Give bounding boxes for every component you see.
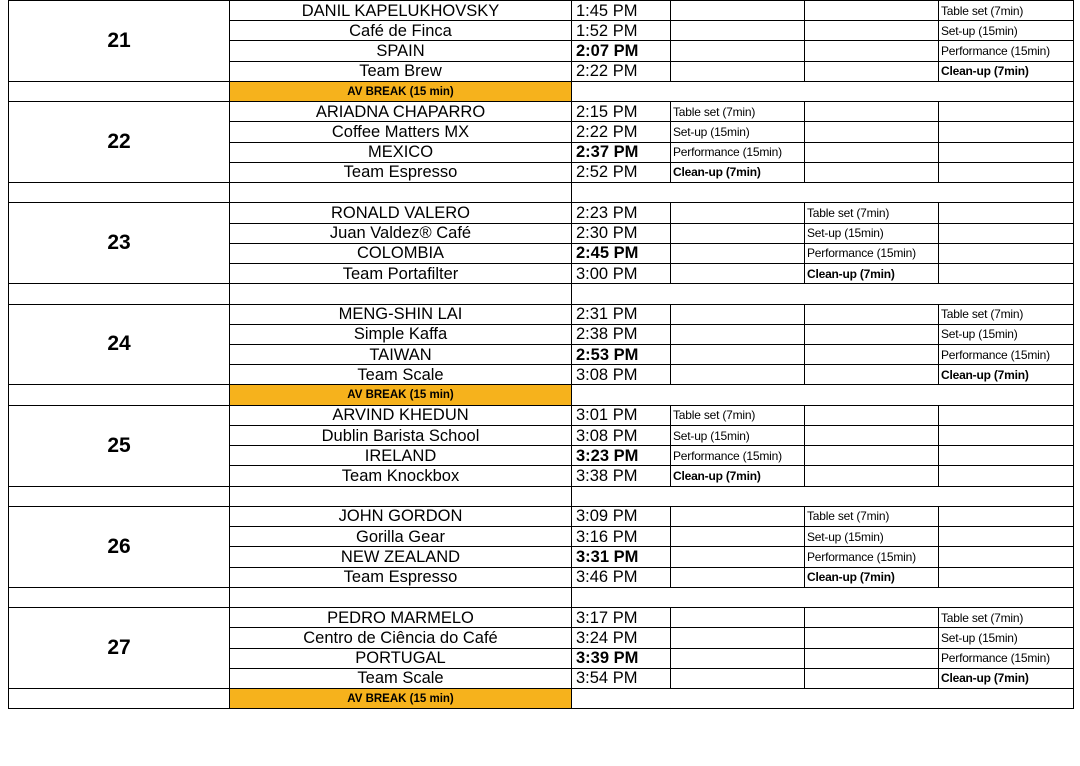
empty-cell [671, 344, 805, 364]
spacer-row [9, 183, 1074, 203]
empty-cell [939, 243, 1074, 263]
competitor-name: ARIADNA CHAPARRO [230, 102, 572, 122]
empty-cell [230, 183, 572, 203]
competitor-name: MEXICO [230, 142, 572, 162]
task-label: Performance (15min) [805, 243, 939, 263]
task-label: Clean-up (7min) [939, 61, 1074, 81]
empty-cell [9, 688, 230, 708]
task-label: Table set (7min) [805, 203, 939, 223]
empty-cell [805, 41, 939, 61]
empty-cell [805, 1, 939, 21]
schedule-row [9, 506, 1074, 526]
empty-cell [805, 102, 939, 122]
group-number: 23 [9, 203, 230, 284]
task-label: Table set (7min) [939, 608, 1074, 628]
competitor-name: Café de Finca [230, 21, 572, 41]
competitor-name: Team Espresso [230, 162, 572, 182]
empty-cell [572, 486, 1074, 506]
task-label: Performance (15min) [939, 648, 1074, 668]
scheduled-time: 2:53 PM [572, 344, 671, 364]
scheduled-time: 2:22 PM [572, 61, 671, 81]
empty-cell [805, 21, 939, 41]
schedule-row [9, 203, 1074, 223]
competitor-name: Centro de Ciência do Café [230, 628, 572, 648]
competitor-name: Team Portafilter [230, 264, 572, 284]
empty-cell [671, 324, 805, 344]
task-label: Set-up (15min) [805, 527, 939, 547]
empty-cell [939, 203, 1074, 223]
task-label: Clean-up (7min) [805, 567, 939, 587]
empty-cell [230, 587, 572, 607]
schedule-row [9, 1, 1074, 21]
empty-cell [572, 183, 1074, 203]
scheduled-time: 1:45 PM [572, 1, 671, 21]
empty-cell [572, 688, 1074, 708]
empty-cell [230, 284, 572, 304]
task-label: Set-up (15min) [939, 324, 1074, 344]
competitor-name: RONALD VALERO [230, 203, 572, 223]
empty-cell [939, 102, 1074, 122]
task-label: Performance (15min) [939, 41, 1074, 61]
scheduled-time: 3:39 PM [572, 648, 671, 668]
task-label: Clean-up (7min) [671, 162, 805, 182]
empty-cell [805, 628, 939, 648]
empty-cell [939, 405, 1074, 425]
schedule-row [9, 405, 1074, 425]
task-label: Table set (7min) [671, 102, 805, 122]
empty-cell [572, 385, 1074, 405]
empty-cell [805, 122, 939, 142]
competitor-name: Team Brew [230, 61, 572, 81]
task-label: Performance (15min) [939, 344, 1074, 364]
empty-cell [671, 567, 805, 587]
empty-cell [9, 385, 230, 405]
empty-cell [805, 425, 939, 445]
competitor-name: Team Scale [230, 668, 572, 688]
competitor-name: ARVIND KHEDUN [230, 405, 572, 425]
competitor-name: Team Knockbox [230, 466, 572, 486]
empty-cell [671, 648, 805, 668]
competitor-name: TAIWAN [230, 344, 572, 364]
empty-cell [939, 264, 1074, 284]
empty-cell [671, 203, 805, 223]
empty-cell [671, 41, 805, 61]
empty-cell [805, 61, 939, 81]
scheduled-time: 2:45 PM [572, 243, 671, 263]
scheduled-time: 2:30 PM [572, 223, 671, 243]
empty-cell [671, 527, 805, 547]
empty-cell [939, 142, 1074, 162]
task-label: Performance (15min) [671, 446, 805, 466]
scheduled-time: 3:31 PM [572, 547, 671, 567]
empty-cell [939, 446, 1074, 466]
competitor-name: Simple Kaffa [230, 324, 572, 344]
task-label: Table set (7min) [939, 304, 1074, 324]
task-label: Set-up (15min) [671, 425, 805, 445]
empty-cell [939, 162, 1074, 182]
empty-cell [572, 284, 1074, 304]
break-row [9, 385, 1074, 405]
group-number: 26 [9, 506, 230, 587]
task-label: Performance (15min) [671, 142, 805, 162]
empty-cell [805, 466, 939, 486]
scheduled-time: 1:52 PM [572, 21, 671, 41]
task-label: Set-up (15min) [939, 21, 1074, 41]
group-number: 22 [9, 102, 230, 183]
empty-cell [939, 567, 1074, 587]
empty-cell [572, 587, 1074, 607]
empty-cell [805, 304, 939, 324]
competitor-name: PORTUGAL [230, 648, 572, 668]
scheduled-time: 3:17 PM [572, 608, 671, 628]
scheduled-time: 3:00 PM [572, 264, 671, 284]
task-label: Set-up (15min) [805, 223, 939, 243]
competitor-name: DANIL KAPELUKHOVSKY [230, 1, 572, 21]
scheduled-time: 2:31 PM [572, 304, 671, 324]
competitor-name: Team Espresso [230, 567, 572, 587]
empty-cell [9, 81, 230, 101]
scheduled-time: 3:23 PM [572, 446, 671, 466]
group-number: 25 [9, 405, 230, 486]
competitor-name: JOHN GORDON [230, 506, 572, 526]
scheduled-time: 2:22 PM [572, 122, 671, 142]
empty-cell [939, 547, 1074, 567]
competitor-name: Team Scale [230, 365, 572, 385]
competitor-name: MENG-SHIN LAI [230, 304, 572, 324]
scheduled-time: 3:54 PM [572, 668, 671, 688]
av-break-label: AV BREAK (15 min) [230, 688, 572, 708]
scheduled-time: 2:23 PM [572, 203, 671, 223]
empty-cell [805, 405, 939, 425]
group-number: 27 [9, 608, 230, 689]
scheduled-time: 3:08 PM [572, 365, 671, 385]
competitor-name: PEDRO MARMELO [230, 608, 572, 628]
empty-cell [9, 183, 230, 203]
empty-cell [805, 344, 939, 364]
empty-cell [9, 284, 230, 304]
task-label: Table set (7min) [805, 506, 939, 526]
scheduled-time: 3:16 PM [572, 527, 671, 547]
empty-cell [671, 608, 805, 628]
scheduled-time: 2:52 PM [572, 162, 671, 182]
scheduled-time: 2:07 PM [572, 41, 671, 61]
empty-cell [939, 527, 1074, 547]
empty-cell [671, 243, 805, 263]
spacer-row [9, 486, 1074, 506]
empty-cell [572, 81, 1074, 101]
av-break-label: AV BREAK (15 min) [230, 385, 572, 405]
scheduled-time: 2:15 PM [572, 102, 671, 122]
task-label: Set-up (15min) [671, 122, 805, 142]
empty-cell [9, 486, 230, 506]
competitor-name: Juan Valdez® Café [230, 223, 572, 243]
scheduled-time: 3:38 PM [572, 466, 671, 486]
empty-cell [805, 668, 939, 688]
empty-cell [805, 648, 939, 668]
empty-cell [9, 587, 230, 607]
task-label: Clean-up (7min) [805, 264, 939, 284]
empty-cell [671, 223, 805, 243]
empty-cell [939, 425, 1074, 445]
competitor-name: IRELAND [230, 446, 572, 466]
av-break-label: AV BREAK (15 min) [230, 81, 572, 101]
empty-cell [939, 223, 1074, 243]
empty-cell [939, 466, 1074, 486]
scheduled-time: 2:37 PM [572, 142, 671, 162]
scheduled-time: 3:24 PM [572, 628, 671, 648]
empty-cell [671, 506, 805, 526]
group-number: 21 [9, 1, 230, 82]
task-label: Table set (7min) [671, 405, 805, 425]
competitor-name: Dublin Barista School [230, 425, 572, 445]
group-number: 24 [9, 304, 230, 385]
competitor-name: COLOMBIA [230, 243, 572, 263]
schedule-row [9, 304, 1074, 324]
empty-cell [671, 365, 805, 385]
schedule-body [9, 1, 1074, 709]
empty-cell [805, 365, 939, 385]
empty-cell [671, 304, 805, 324]
empty-cell [671, 61, 805, 81]
competitor-name: Gorilla Gear [230, 527, 572, 547]
task-label: Set-up (15min) [939, 628, 1074, 648]
competitor-name: NEW ZEALAND [230, 547, 572, 567]
empty-cell [805, 608, 939, 628]
scheduled-time: 3:08 PM [572, 425, 671, 445]
empty-cell [805, 324, 939, 344]
empty-cell [939, 506, 1074, 526]
empty-cell [939, 122, 1074, 142]
task-label: Performance (15min) [805, 547, 939, 567]
empty-cell [671, 547, 805, 567]
empty-cell [230, 486, 572, 506]
break-row [9, 81, 1074, 101]
empty-cell [671, 264, 805, 284]
task-label: Clean-up (7min) [939, 668, 1074, 688]
break-row [9, 688, 1074, 708]
task-label: Clean-up (7min) [671, 466, 805, 486]
scheduled-time: 3:01 PM [572, 405, 671, 425]
empty-cell [671, 21, 805, 41]
competitor-name: SPAIN [230, 41, 572, 61]
schedule-row [9, 102, 1074, 122]
schedule-row [9, 608, 1074, 628]
task-label: Table set (7min) [939, 1, 1074, 21]
scheduled-time: 2:38 PM [572, 324, 671, 344]
spacer-row [9, 284, 1074, 304]
task-label: Clean-up (7min) [939, 365, 1074, 385]
empty-cell [805, 446, 939, 466]
empty-cell [671, 1, 805, 21]
scheduled-time: 3:46 PM [572, 567, 671, 587]
spacer-row [9, 587, 1074, 607]
empty-cell [805, 162, 939, 182]
empty-cell [805, 142, 939, 162]
schedule-table [8, 0, 1074, 709]
scheduled-time: 3:09 PM [572, 506, 671, 526]
empty-cell [671, 668, 805, 688]
competitor-name: Coffee Matters MX [230, 122, 572, 142]
empty-cell [671, 628, 805, 648]
